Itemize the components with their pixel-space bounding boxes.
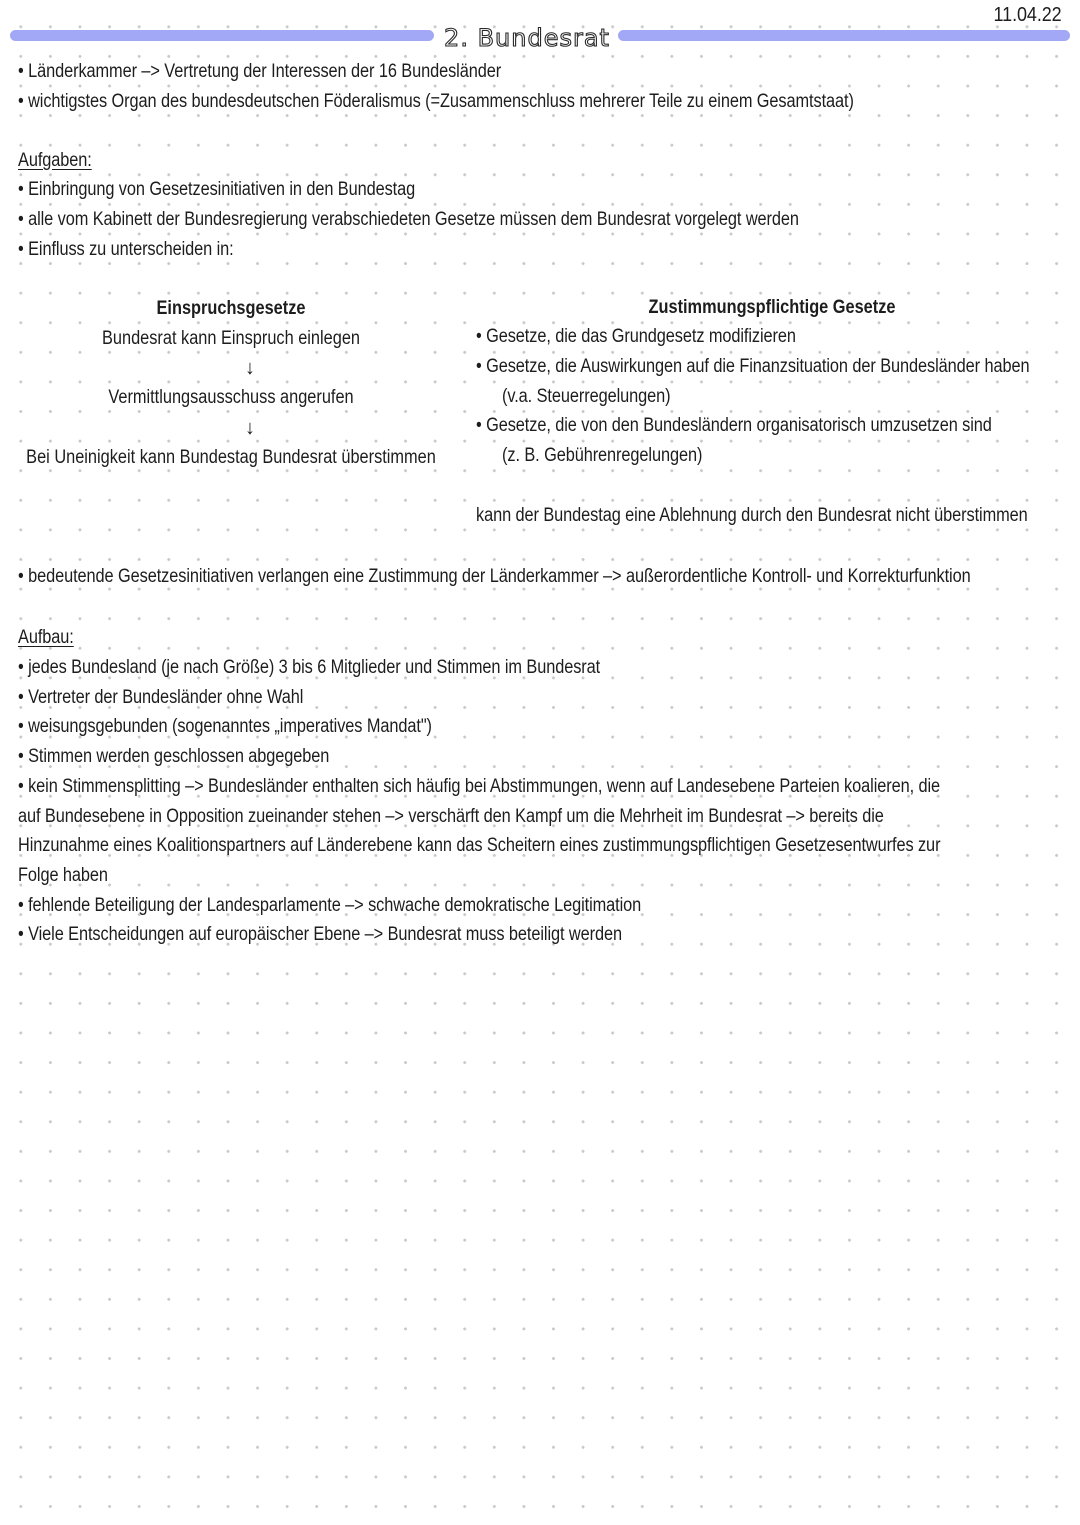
aufbau-item-3: • weisungsgebunden (sogenanntes „imperatives Mandat") (18, 716, 432, 737)
intro-line-1: • Länderkammer –> Vertretung der Interessen der 16 Bundesländer (18, 61, 502, 82)
einspruch-line-1: Bundesrat kann Einspruch einlegen (102, 328, 360, 349)
aufbau-item-5: • kein Stimmensplitting –> Bundesländer enthalten sich häufig bei Abstimmungen, wenn auf Landesebene Parteien koalieren, die (18, 776, 941, 797)
down-arrow-icon: ↓ (245, 417, 255, 439)
aufbau-item-5-cont-1: auf Bundesebene in Opposition zueinander stehen –> verschärft den Kampf um die Mehrheit im Bundesrat –> bereits die (18, 806, 884, 827)
aufbau-item-5-cont-2: Hinzunahme eines Koalitionspartners auf Länderebene kann das Scheitern eines zustimmungspflichtigen Gesetzesentwurfes zur (18, 835, 941, 856)
aufgaben-item-2: • alle vom Kabinett der Bundesregierung verabschiedeten Gesetze müssen dem Bundesrat vorgelegt werden (18, 209, 799, 230)
aufbau-item-7: • Viele Entscheidungen auf europäischer Ebene –> Bundesrat muss beteiligt werden (18, 924, 622, 945)
aufbau-item-5-cont-3: Folge haben (18, 865, 108, 886)
title-bar-right (618, 30, 1070, 41)
date: 11.04.22 (993, 4, 1062, 26)
page-title: 2. Bundesrat (444, 24, 610, 52)
einspruch-heading: Einspruchsgesetze (156, 298, 306, 319)
zustimmung-line-4: • Gesetze, die von den Bundesländern organisatorisch umzusetzen sind (476, 415, 992, 436)
zustimmung-line-5: (z. B. Gebührenregelungen) (502, 445, 703, 466)
einspruch-line-3: Bei Uneinigkeit kann Bundestag Bundesrat überstimmen (26, 447, 436, 468)
aufgaben-heading: Aufgaben: (18, 150, 92, 171)
zustimmung-line-2: • Gesetze, die Auswirkungen auf die Finanzsituation der Bundesländer haben (476, 356, 1030, 377)
aufbau-item-1: • jedes Bundesland (je nach Größe) 3 bis 6 Mitglieder und Stimmen im Bundesrat (18, 657, 601, 678)
zustimmung-line-1: • Gesetze, die das Grundgesetz modifizieren (476, 326, 796, 347)
aufbau-item-2: • Vertreter der Bundesländer ohne Wahl (18, 687, 304, 708)
aufgaben-item-1: • Einbringung von Gesetzesinitiativen in den Bundestag (18, 179, 416, 200)
aufbau-item-6: • fehlende Beteiligung der Landesparlamente –> schwache demokratische Legitimation (18, 895, 642, 916)
intro-line-2: • wichtigstes Organ des bundesdeutschen Föderalismus (=Zusammenschluss mehrerer Teile zu einem Gesamtstaat) (18, 91, 854, 112)
aufbau-heading: Aufbau: (18, 627, 74, 648)
einspruch-line-2: Vermittlungsausschuss angerufen (108, 387, 354, 408)
zustimmung-line-3: (v.a. Steuerregelungen) (502, 386, 671, 407)
zustimmung-heading: Zustimmungspflichtige Gesetze (648, 297, 896, 318)
zustimmung-conclusion: kann der Bundestag eine Ablehnung durch den Bundesrat nicht überstimmen (476, 505, 1028, 526)
title-bar-left (10, 30, 434, 41)
aufgaben-item-3: • Einfluss zu unterscheiden in: (18, 239, 234, 260)
aufbau-item-4: • Stimmen werden geschlossen abgegeben (18, 746, 330, 767)
down-arrow-icon: ↓ (245, 357, 255, 379)
bedeutend-line: • bedeutende Gesetzesinitiativen verlangen eine Zustimmung der Länderkammer –> außerordentliche Kontroll- und Korrekturfunktion (18, 566, 971, 587)
